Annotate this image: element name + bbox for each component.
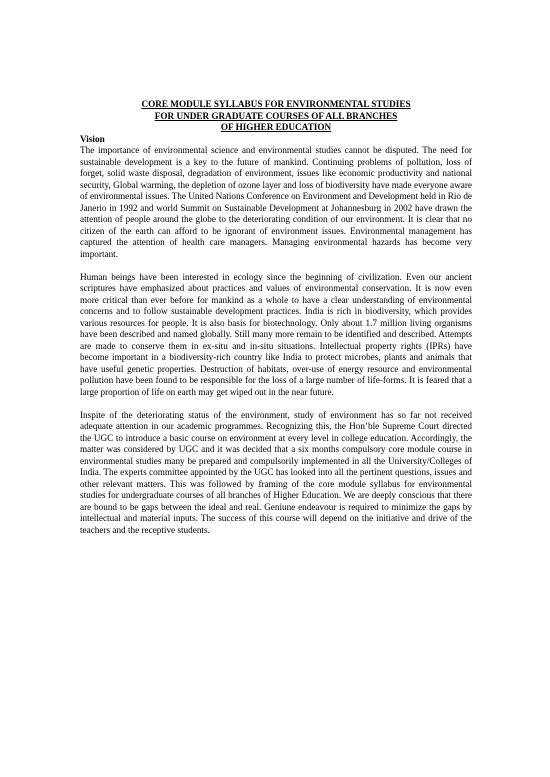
paragraph-ecology: Human beings have been interested in ecology since the beginning of civilization. Even our ancient scriptures have emphasized about practices and values of environmental conservation. It is now even more critical than ever before for mankind as a whole to have a clear understanding of environmental concerns and to follow sustainable development practices. India is rich in biodiversity, which provides various resources for people. It is also basis for biotechnology. Only about 1.7 million living organisms have been described and named globally. Still many more remain to be identified and described. Attempts are made to conserve them in ex-situ and in-situ situations. Intellectual property rights (IPRs) have become important in a biodiversity-rich country like India to protect microbes, plants and animals that have useful genetic properties. Destruction of habitats, over-use of energy resource and environmental pollution have been found to be responsible for the loss of a large number of life-forms. It is feared that a large proportion of life on earth may get wiped out in the near future. [80, 271, 472, 397]
document-title [80, 99, 472, 134]
title-line-3: OF HIGHER EDUCATION [220, 122, 332, 132]
title-line-1: CORE MODULE SYLLABUS FOR ENVIRONMENTAL STUDIES [141, 99, 411, 109]
section-heading-vision: Vision [80, 133, 105, 144]
paragraph-ugc-course: Inspite of the deteriorating status of the environment, study of environment has so far not received adequate attention in our academic programmes. Recognizing this, the Hon’ble Supreme Court directed the UGC to introduce a basic course on environment at every level in college education. Accordingly, the matter was considered by UGC and it was decided that a six months compulsory core module course in environmental studies many be prepared and compulsorily implemented in all the University/Colleges of India. The experts committee appointed by the UGC has looked into all the pertinent questions, issues and other relevant matters. This was followed by framing of the core module syllabus for environmental studies for undergraduate courses of all branches of Higher Education. We are deeply conscious that there are bound to be gaps between the ideal and real. Geniune endeavour is required to minimize the gaps by intellectual and material inputs. The success of this course will depend on the initiative and drive of the teachers and the receptive students. [80, 409, 472, 535]
title-line-2: FOR UNDER GRADUATE COURSES OF ALL BRANCHES [154, 110, 398, 121]
document-page [80, 99, 472, 548]
paragraph-importance: The importance of environmental science and environmental studies cannot be disputed. The need for sustainable development is a key to the future of mankind. Continuing problems of pollution, loss of forget, solid waste disposal, degradation of environment, issues like economic productivity and national security, Global warming, the depletion of ozone layer and loss of biodiversity have made everyone aware of environmental issues. The United Nations Conference on Environment and Development held in Rio de Janerio in 1992 and world Summit on Sustainable Development at Johannesburg in 2002 have drawn the attention of people around the globe to the deteriorating condition of our environment. It is clear that no citizen of the earth can afford to be ignorant of environment issues. Environmental management has captured the attention of health care managers. Managing environmental hazards has become very important. [80, 145, 472, 259]
